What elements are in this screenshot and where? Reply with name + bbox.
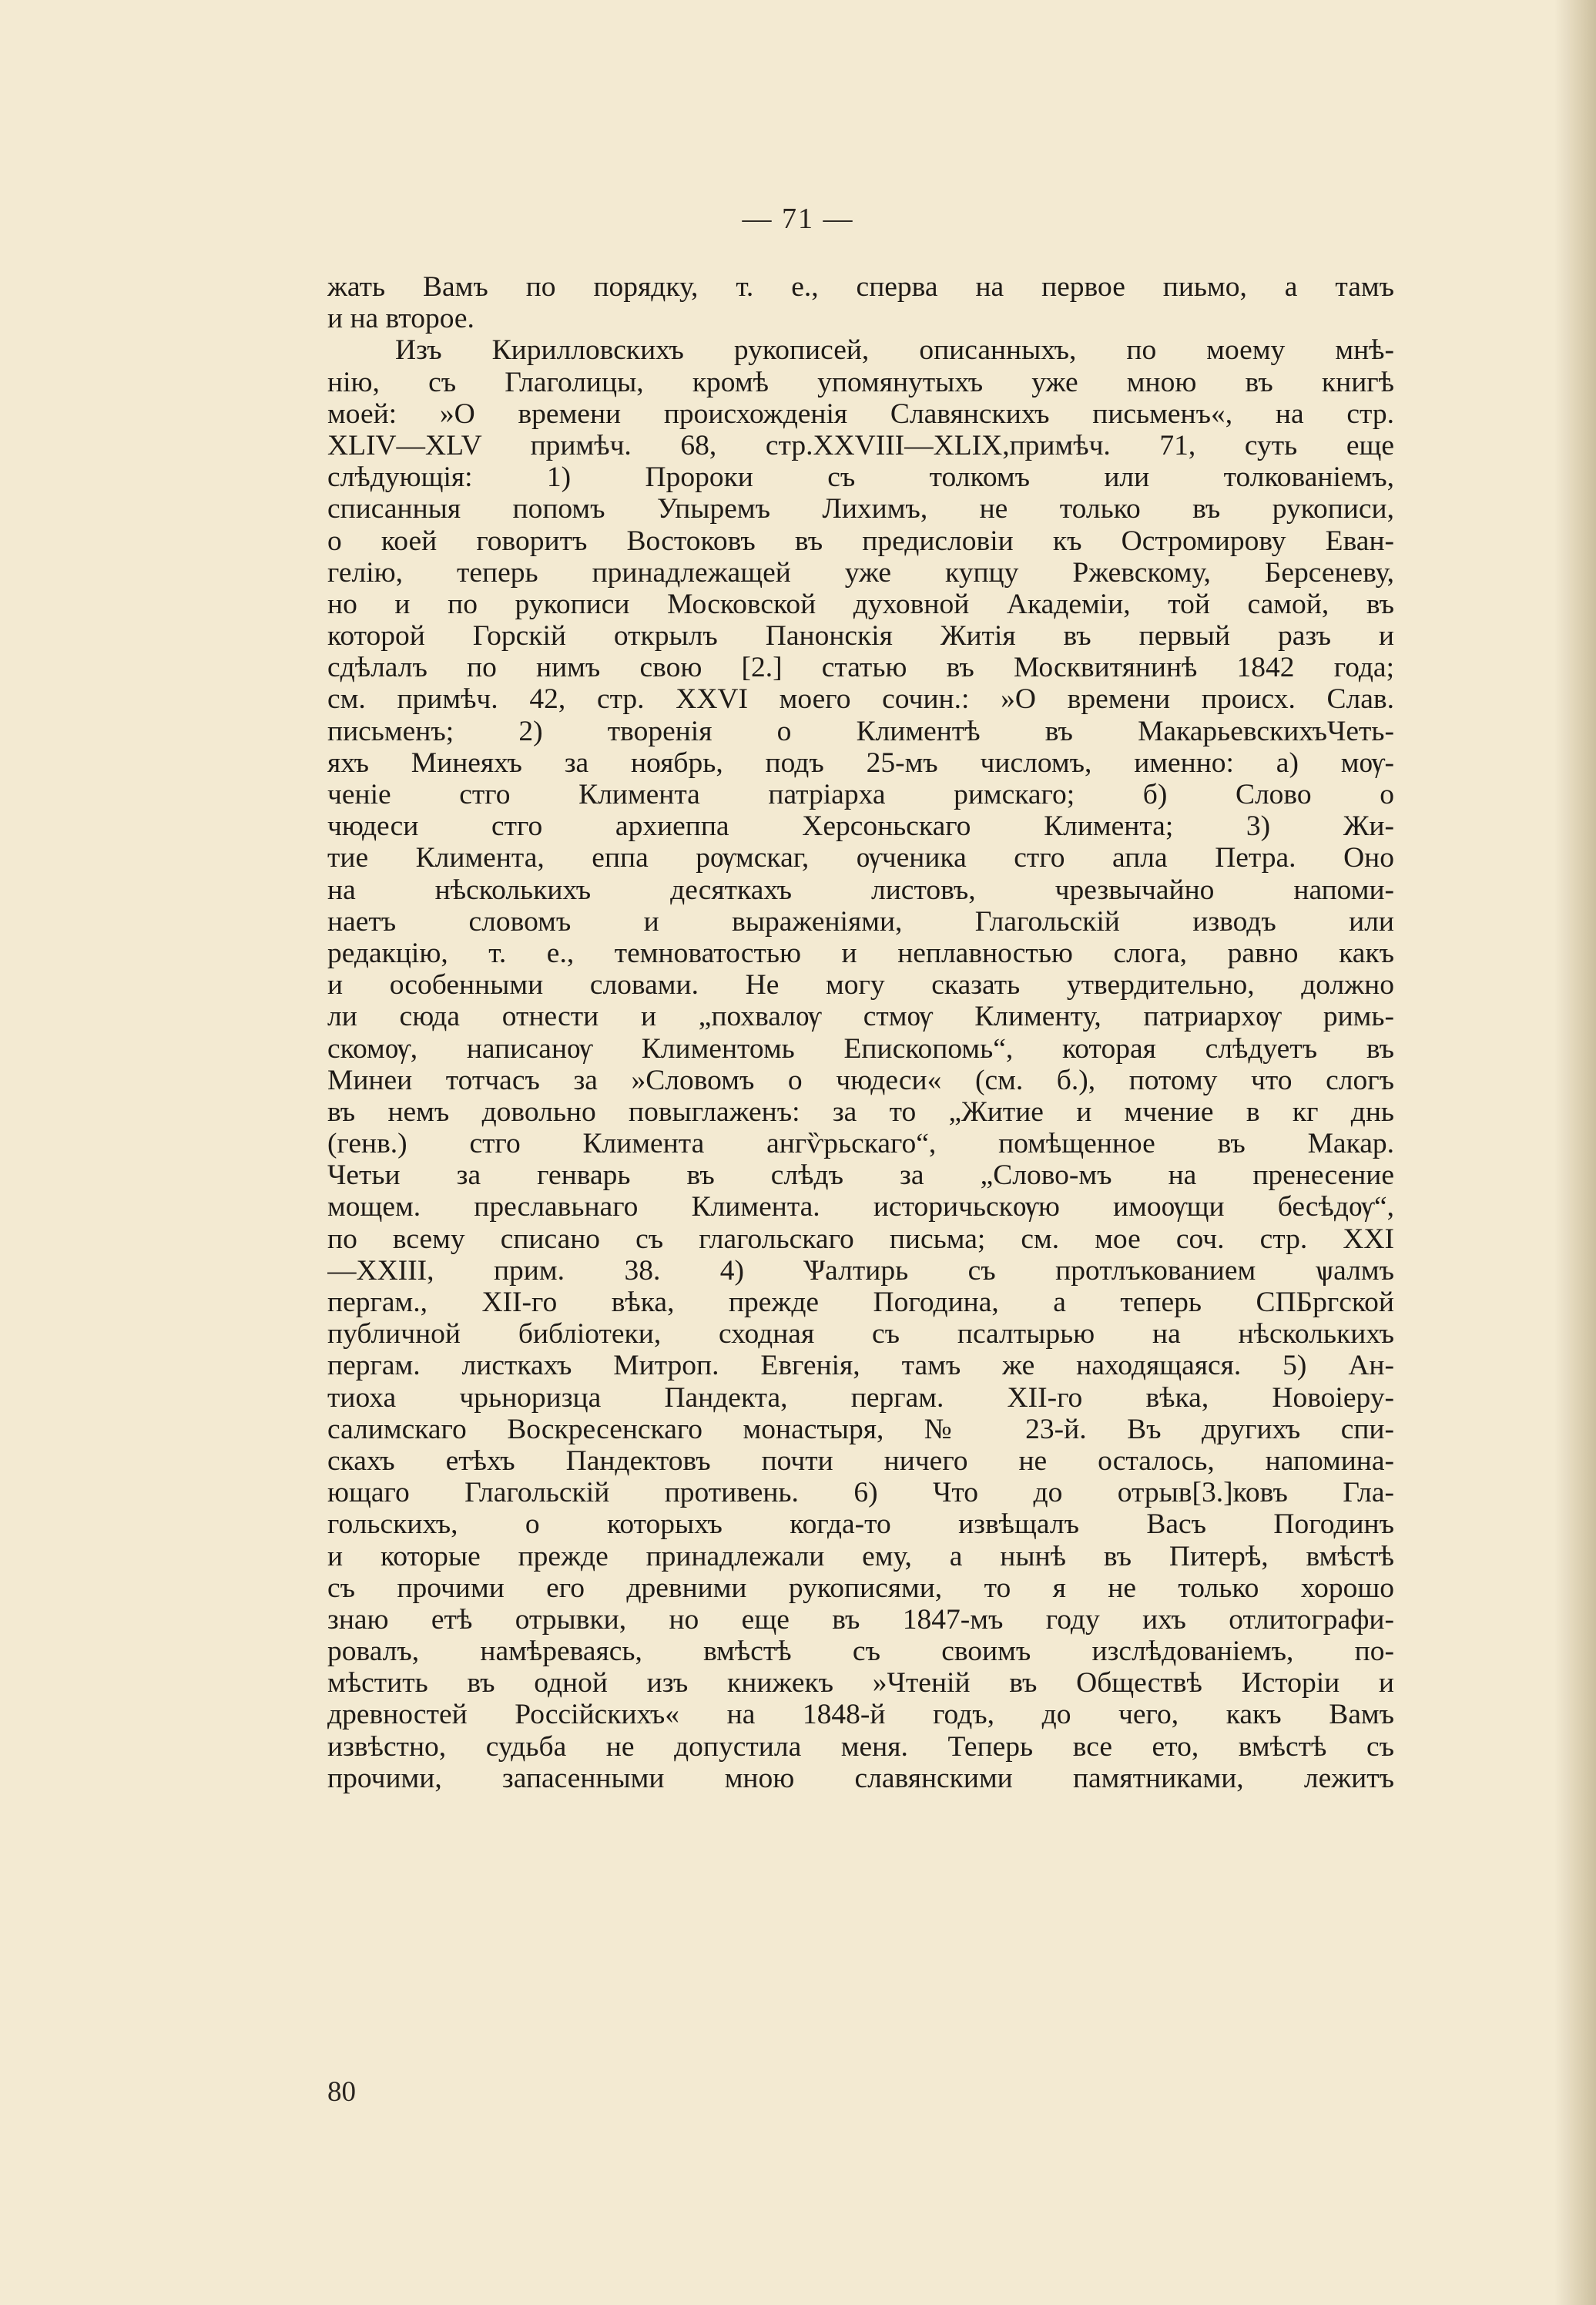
text-line-38: скахъ етѣхъ Пандектовъ почти ничего не осталось, напомина- <box>327 1444 1394 1477</box>
page-edge <box>1570 0 1596 2305</box>
text-line-34: публичной библіотеки, сходная съ псалтырью на нѣсколькихъ <box>327 1318 1394 1350</box>
text-line-36: тиоха чрьноризца Пандекта, пергам. XII-го вѣка, Новоіеру- <box>327 1381 1394 1414</box>
text-line-29: Четьи за генварь въ слѣдъ за „Слово-мъ на пренесение <box>327 1159 1394 1192</box>
printer-signature: 80 <box>327 2076 356 2108</box>
text-line-30: мощем. преславьнаго Климента. историчьскѹю имоѹщи бесѣдѹ“, <box>327 1191 1394 1223</box>
text-line-32: —XXIII, прим. 38. 4) Ѱалтирь съ протлъкованием ѱалмъ <box>327 1254 1394 1287</box>
text-line-10: гелію, теперь принадлежащей уже купцу Ржевскому, Берсеневу, <box>327 556 1394 589</box>
text-line-40: гольскихъ, о которыхъ когда-то извѣщалъ Васъ Погодинъ <box>327 1508 1394 1541</box>
text-line-23: и особенными словами. Не могу сказать утвердительно, должно <box>327 969 1394 1002</box>
text-line-44: ровалъ, намѣреваясь, вмѣстѣ съ своимъ изслѣдованіемъ, по- <box>327 1636 1394 1668</box>
text-line-37: салимскаго Воскресенскаго монастыря, № 23-й. Въ другихъ спи- <box>327 1413 1394 1445</box>
text-line-43: знаю етѣ отрывки, но еще въ 1847-мъ году ихъ отлитографи- <box>327 1603 1394 1636</box>
text-line-4: нію, съ Глаголицы, кромѣ упомянутыхъ уже мною въ книгѣ <box>327 366 1394 398</box>
body-text <box>327 271 1394 1794</box>
text-line-22: редакцію, т. е., темноватостью и неплавностью слога, равно какъ <box>327 937 1394 969</box>
text-line-20: на нѣсколькихъ десяткахъ листовъ, чрезвычайно напоми- <box>327 874 1394 906</box>
text-line-17: ченіе стго Климента патріарха римскаго; б) Слово о <box>327 779 1394 810</box>
text-line-48: прочими, запасенными мною славянскими памятниками, лежитъ <box>327 1762 1394 1794</box>
page-number: — 71 — <box>742 203 854 235</box>
text-line-7: слѣдующія: 1) Пророки съ толкомъ или толкованіемъ, <box>327 461 1394 494</box>
text-line-14: см. примѣч. 42, стр. XXVI моего сочин.: »О времени происх. Слав. <box>327 683 1394 716</box>
text-line-24: ли сюда отнести и „похвалѹ стмѹ Клименту, патриархѹ римь- <box>327 1001 1394 1033</box>
text-line-2: и на второе. <box>327 303 474 335</box>
text-line-3: Изъ Кирилловскихъ рукописей, описанныхъ, по моему мнѣ- <box>395 334 1394 367</box>
text-line-39: ющаго Глагольскій противень. 6) Что до отрыв[3.]ковъ Гла- <box>327 1477 1394 1509</box>
text-line-9: о коей говоритъ Востоковъ въ предисловіи къ Остромирову Еван- <box>327 525 1394 557</box>
text-line-25: скомѹ, написанѹ Климентомь Епископомь“, которая слѣдуетъ въ <box>327 1032 1394 1065</box>
text-line-42: съ прочими его древними рукописями, то я не только хорошо <box>327 1572 1394 1604</box>
text-line-35: пергам. листкахъ Митроп. Евгенія, тамъ же находящаяся. 5) Ан- <box>327 1350 1394 1382</box>
text-line-26: Минеи тотчасъ за »Словомъ о чюдеси« (см. б.), потому что слогъ <box>327 1064 1394 1096</box>
text-line-15: письменъ; 2) творенія о Климентѣ въ МакарьевскихъЧеть- <box>327 715 1394 747</box>
text-line-1: жать Вамъ по порядку, т. е., сперва на первое пиьмо, а тамъ <box>327 271 1394 303</box>
text-line-41: и которые прежде принадлежали ему, а нынѣ въ Питерѣ, вмѣстѣ <box>327 1540 1394 1572</box>
text-line-27: въ немъ довольно повыглаженъ: за то „Житие и мчение в кг днь <box>327 1095 1394 1128</box>
text-line-12: которой Горскій открылъ Панонскія Житія въ первый разъ и <box>327 620 1394 653</box>
text-line-5: моей: »О времени происхожденія Славянскихъ письменъ«, на стр. <box>327 398 1394 430</box>
text-line-8: списанныя попомъ Упыремъ Лихимъ, не только въ рукописи, <box>327 493 1394 525</box>
text-line-46: древностей Россійскихъ« на 1848-й годъ, до чего, какъ Вамъ <box>327 1699 1394 1731</box>
text-line-11: но и по рукописи Московской духовной Академіи, той самой, въ <box>327 588 1394 620</box>
text-line-33: пергам., XII-го вѣка, прежде Погодина, а теперь СПБргской <box>327 1287 1394 1318</box>
text-line-45: мѣстить въ одной изъ книжекъ »Чтеній въ Обществѣ Исторіи и <box>327 1667 1394 1699</box>
text-line-13: сдѣлалъ по нимъ свою [2.] статью въ Москвитянинѣ 1842 года; <box>327 652 1394 684</box>
text-line-19: тие Климента, еппа рѹмскаг, ѹченика стго апла Петра. Оно <box>327 842 1394 874</box>
text-line-6: XLIV—XLV примѣч. 68, стр.XXVIII—XLIX,примѣч. 71, суть еще <box>327 429 1394 461</box>
text-line-16: яхъ Минеяхъ за ноябрь, подъ 25-мъ числомъ, именно: а) мѹ- <box>327 747 1394 779</box>
text-line-21: наетъ словомъ и выраженіями, Глагольскій изводъ или <box>327 905 1394 938</box>
text-line-28: (генв.) стго Климента ангѷрьскаго“, помѣщенное въ Макар. <box>327 1128 1394 1160</box>
text-line-18: чюдеси стго архиеппа Херсоньскаго Климента; 3) Жи- <box>327 810 1394 843</box>
text-line-31: по всему списано съ глагольскаго письма; см. мое соч. стр. XXI <box>327 1223 1394 1255</box>
text-line-47: извѣстно, судьба не допустила меня. Теперь все ето, вмѣстѣ съ <box>327 1730 1394 1763</box>
spine-shadow <box>1554 0 1570 2305</box>
